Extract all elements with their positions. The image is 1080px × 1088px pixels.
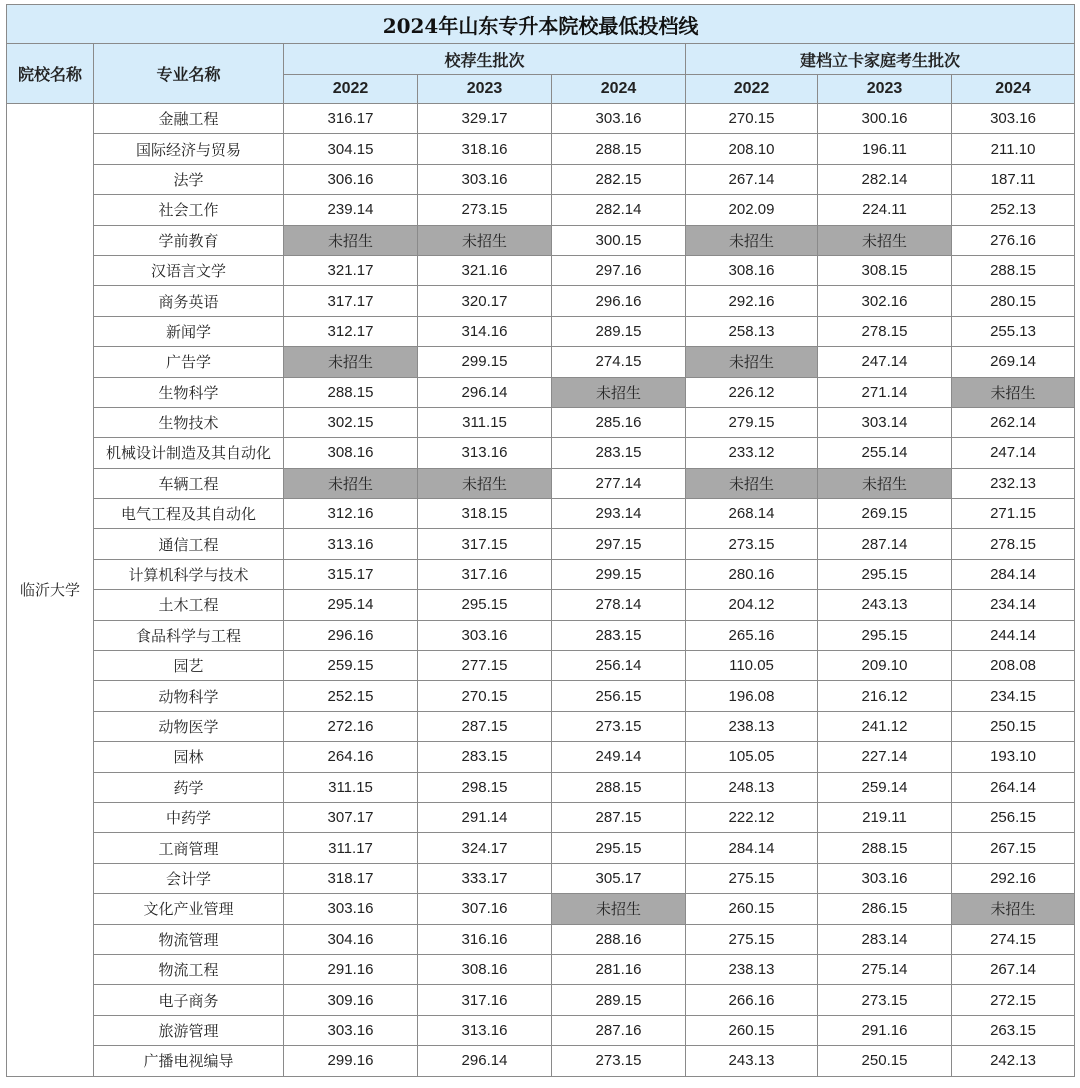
score-cell: 283.15 — [418, 742, 552, 772]
score-cell: 297.15 — [552, 529, 686, 559]
table-row — [7, 711, 1075, 741]
score-cell: 287.15 — [418, 711, 552, 741]
score-cell: 244.14 — [952, 620, 1075, 650]
score-cell: 317.16 — [418, 559, 552, 589]
score-cell: 277.14 — [552, 468, 686, 498]
score-cell: 309.16 — [284, 985, 418, 1015]
score-cell: 296.14 — [418, 1046, 552, 1076]
score-cell: 288.15 — [818, 833, 952, 863]
table-body — [7, 104, 1075, 1077]
major-name-cell: 药学 — [94, 772, 284, 802]
major-name-cell: 机械设计制造及其自动化 — [94, 438, 284, 468]
score-cell: 275.15 — [686, 924, 818, 954]
major-name-cell: 食品科学与工程 — [94, 620, 284, 650]
header-year: 2024 — [952, 75, 1075, 104]
score-cell: 249.14 — [552, 742, 686, 772]
score-cell: 272.15 — [952, 985, 1075, 1015]
score-cell: 308.16 — [686, 255, 818, 285]
score-cell: 252.13 — [952, 195, 1075, 225]
header-year: 2022 — [284, 75, 418, 104]
header-year: 2024 — [552, 75, 686, 104]
score-cell: 283.15 — [552, 438, 686, 468]
not-enrolled-cell: 未招生 — [952, 377, 1075, 407]
major-name-cell: 商务英语 — [94, 286, 284, 316]
major-name-cell: 社会工作 — [94, 195, 284, 225]
score-cell: 211.10 — [952, 134, 1075, 164]
score-cell: 317.15 — [418, 529, 552, 559]
score-cell: 302.16 — [818, 286, 952, 316]
score-cell: 284.14 — [686, 833, 818, 863]
score-cell: 255.14 — [818, 438, 952, 468]
table-row — [7, 924, 1075, 954]
major-name-cell: 广播电视编导 — [94, 1046, 284, 1076]
score-cell: 317.17 — [284, 286, 418, 316]
score-cell: 303.16 — [552, 104, 686, 134]
major-name-cell: 物流管理 — [94, 924, 284, 954]
score-cell: 288.16 — [552, 924, 686, 954]
score-cell: 293.14 — [552, 499, 686, 529]
major-name-cell: 国际经济与贸易 — [94, 134, 284, 164]
score-cell: 321.17 — [284, 255, 418, 285]
major-name-cell: 计算机科学与技术 — [94, 559, 284, 589]
score-cell: 271.14 — [818, 377, 952, 407]
not-enrolled-cell: 未招生 — [686, 225, 818, 255]
major-name-cell: 物流工程 — [94, 954, 284, 984]
score-cell: 324.17 — [418, 833, 552, 863]
score-cell: 314.16 — [418, 316, 552, 346]
major-name-cell: 电气工程及其自动化 — [94, 499, 284, 529]
score-cell: 282.14 — [552, 195, 686, 225]
score-cell: 227.14 — [818, 742, 952, 772]
score-cell: 256.15 — [552, 681, 686, 711]
score-cell: 193.10 — [952, 742, 1075, 772]
score-cell: 320.17 — [418, 286, 552, 316]
major-name-cell: 土木工程 — [94, 590, 284, 620]
score-cell: 264.14 — [952, 772, 1075, 802]
score-cell: 274.15 — [552, 347, 686, 377]
score-cell: 305.17 — [552, 863, 686, 893]
score-cell: 196.11 — [818, 134, 952, 164]
score-cell: 258.13 — [686, 316, 818, 346]
table-row — [7, 377, 1075, 407]
score-cell: 311.17 — [284, 833, 418, 863]
header-year: 2023 — [418, 75, 552, 104]
score-cell: 296.14 — [418, 377, 552, 407]
score-cell: 299.15 — [552, 559, 686, 589]
score-cell: 286.15 — [818, 894, 952, 924]
score-cell: 287.14 — [818, 529, 952, 559]
score-cell: 303.16 — [284, 1015, 418, 1045]
major-name-cell: 园林 — [94, 742, 284, 772]
score-cell: 295.15 — [818, 620, 952, 650]
score-cell: 311.15 — [418, 407, 552, 437]
score-cell: 318.15 — [418, 499, 552, 529]
not-enrolled-cell: 未招生 — [284, 225, 418, 255]
table-row — [7, 468, 1075, 498]
score-cell: 267.15 — [952, 833, 1075, 863]
score-cell: 306.16 — [284, 164, 418, 194]
score-cell: 303.16 — [418, 620, 552, 650]
score-cell: 209.10 — [818, 651, 952, 681]
not-enrolled-cell: 未招生 — [552, 377, 686, 407]
score-cell: 265.16 — [686, 620, 818, 650]
score-cell: 241.12 — [818, 711, 952, 741]
score-cell: 250.15 — [952, 711, 1075, 741]
score-cell: 312.17 — [284, 316, 418, 346]
score-cell: 287.16 — [552, 1015, 686, 1045]
score-cell: 303.16 — [284, 894, 418, 924]
table-row — [7, 134, 1075, 164]
score-cell: 317.16 — [418, 985, 552, 1015]
score-cell: 321.16 — [418, 255, 552, 285]
not-enrolled-cell: 未招生 — [686, 468, 818, 498]
score-cell: 273.15 — [418, 195, 552, 225]
major-name-cell: 会计学 — [94, 863, 284, 893]
header-year: 2022 — [686, 75, 818, 104]
score-cell: 273.15 — [552, 1046, 686, 1076]
score-cell: 243.13 — [818, 590, 952, 620]
table-row — [7, 863, 1075, 893]
table-row — [7, 529, 1075, 559]
table-row — [7, 590, 1075, 620]
score-cell: 260.15 — [686, 894, 818, 924]
score-cell: 295.15 — [418, 590, 552, 620]
score-cell: 224.11 — [818, 195, 952, 225]
table-row — [7, 985, 1075, 1015]
score-cell: 280.16 — [686, 559, 818, 589]
score-cell: 204.12 — [686, 590, 818, 620]
score-cell: 291.14 — [418, 802, 552, 832]
major-name-cell: 学前教育 — [94, 225, 284, 255]
score-cell: 105.05 — [686, 742, 818, 772]
major-name-cell: 工商管理 — [94, 833, 284, 863]
score-cell: 288.15 — [552, 772, 686, 802]
table-row — [7, 1046, 1075, 1076]
table-row — [7, 954, 1075, 984]
score-cell: 187.11 — [952, 164, 1075, 194]
score-cell: 288.15 — [952, 255, 1075, 285]
table-row — [7, 286, 1075, 316]
table-row — [7, 104, 1075, 134]
score-cell: 208.08 — [952, 651, 1075, 681]
score-cell: 270.15 — [418, 681, 552, 711]
score-cell: 274.15 — [952, 924, 1075, 954]
score-cell: 300.15 — [552, 225, 686, 255]
not-enrolled-cell: 未招生 — [418, 225, 552, 255]
score-cell: 303.16 — [818, 863, 952, 893]
not-enrolled-cell: 未招生 — [418, 468, 552, 498]
score-cell: 295.14 — [284, 590, 418, 620]
table-row — [7, 255, 1075, 285]
score-cell: 278.14 — [552, 590, 686, 620]
not-enrolled-cell: 未招生 — [686, 347, 818, 377]
score-cell: 311.15 — [284, 772, 418, 802]
score-cell: 256.14 — [552, 651, 686, 681]
major-name-cell: 汉语言文学 — [94, 255, 284, 285]
major-name-cell: 广告学 — [94, 347, 284, 377]
score-cell: 262.14 — [952, 407, 1075, 437]
score-cell: 277.15 — [418, 651, 552, 681]
score-cell: 303.16 — [952, 104, 1075, 134]
score-cell: 291.16 — [284, 954, 418, 984]
score-cell: 263.15 — [952, 1015, 1075, 1045]
score-cell: 302.15 — [284, 407, 418, 437]
score-cell: 272.16 — [284, 711, 418, 741]
not-enrolled-cell: 未招生 — [952, 894, 1075, 924]
table-row — [7, 620, 1075, 650]
score-cell: 307.16 — [418, 894, 552, 924]
major-name-cell: 电子商务 — [94, 985, 284, 1015]
score-cell: 329.17 — [418, 104, 552, 134]
score-cell: 219.11 — [818, 802, 952, 832]
table-row — [7, 316, 1075, 346]
major-name-cell: 金融工程 — [94, 104, 284, 134]
score-cell: 271.15 — [952, 499, 1075, 529]
score-cell: 216.12 — [818, 681, 952, 711]
major-name-cell: 生物技术 — [94, 407, 284, 437]
score-cell: 316.17 — [284, 104, 418, 134]
score-cell: 268.14 — [686, 499, 818, 529]
not-enrolled-cell: 未招生 — [818, 225, 952, 255]
table-row — [7, 164, 1075, 194]
score-cell: 296.16 — [552, 286, 686, 316]
table-row — [7, 742, 1075, 772]
table-row — [7, 802, 1075, 832]
table-row — [7, 1015, 1075, 1045]
score-cell: 282.14 — [818, 164, 952, 194]
table-row — [7, 407, 1075, 437]
score-cell: 292.16 — [686, 286, 818, 316]
score-cell: 295.15 — [552, 833, 686, 863]
score-cell: 288.15 — [284, 377, 418, 407]
score-cell: 238.13 — [686, 711, 818, 741]
score-cell: 283.14 — [818, 924, 952, 954]
score-cell: 269.15 — [818, 499, 952, 529]
major-name-cell: 园艺 — [94, 651, 284, 681]
score-cell: 278.15 — [952, 529, 1075, 559]
score-cell: 273.15 — [552, 711, 686, 741]
score-cell: 307.17 — [284, 802, 418, 832]
score-cell: 232.13 — [952, 468, 1075, 498]
score-cell: 304.16 — [284, 924, 418, 954]
score-cell: 303.16 — [418, 164, 552, 194]
score-cell: 267.14 — [952, 954, 1075, 984]
table-row — [7, 651, 1075, 681]
score-cell: 256.15 — [952, 802, 1075, 832]
score-cell: 280.15 — [952, 286, 1075, 316]
score-cell: 299.15 — [418, 347, 552, 377]
major-name-cell: 中药学 — [94, 802, 284, 832]
major-name-cell: 法学 — [94, 164, 284, 194]
score-cell: 282.15 — [552, 164, 686, 194]
score-cell: 110.05 — [686, 651, 818, 681]
score-cell: 233.12 — [686, 438, 818, 468]
score-cell: 308.15 — [818, 255, 952, 285]
score-cell: 289.15 — [552, 985, 686, 1015]
score-cell: 238.13 — [686, 954, 818, 984]
score-cell: 196.08 — [686, 681, 818, 711]
score-cell: 273.15 — [686, 529, 818, 559]
score-cell: 300.16 — [818, 104, 952, 134]
table-row — [7, 894, 1075, 924]
not-enrolled-cell: 未招生 — [284, 347, 418, 377]
table-row — [7, 681, 1075, 711]
score-cell: 208.10 — [686, 134, 818, 164]
table-row — [7, 833, 1075, 863]
score-cell: 242.13 — [952, 1046, 1075, 1076]
score-cell: 259.14 — [818, 772, 952, 802]
score-cell: 318.16 — [418, 134, 552, 164]
header-school: 院校名称 — [7, 44, 94, 104]
school-name-cell: 临沂大学 — [7, 104, 94, 1077]
score-cell: 250.15 — [818, 1046, 952, 1076]
major-name-cell: 动物科学 — [94, 681, 284, 711]
table-row — [7, 499, 1075, 529]
score-table-container — [6, 4, 1074, 1077]
major-name-cell: 新闻学 — [94, 316, 284, 346]
score-cell: 269.14 — [952, 347, 1075, 377]
score-cell: 279.15 — [686, 407, 818, 437]
score-cell: 287.15 — [552, 802, 686, 832]
score-cell: 266.16 — [686, 985, 818, 1015]
score-cell: 304.15 — [284, 134, 418, 164]
major-name-cell: 动物医学 — [94, 711, 284, 741]
score-cell: 288.15 — [552, 134, 686, 164]
score-cell: 298.15 — [418, 772, 552, 802]
score-cell: 239.14 — [284, 195, 418, 225]
header-group-recommended: 校荐生批次 — [284, 44, 686, 75]
score-cell: 292.16 — [952, 863, 1075, 893]
score-cell: 316.16 — [418, 924, 552, 954]
score-cell: 202.09 — [686, 195, 818, 225]
table-row — [7, 772, 1075, 802]
score-cell: 243.13 — [686, 1046, 818, 1076]
score-cell: 312.16 — [284, 499, 418, 529]
major-name-cell: 生物科学 — [94, 377, 284, 407]
score-cell: 315.17 — [284, 559, 418, 589]
table-row — [7, 195, 1075, 225]
major-name-cell: 旅游管理 — [94, 1015, 284, 1045]
score-cell: 252.15 — [284, 681, 418, 711]
score-cell: 278.15 — [818, 316, 952, 346]
score-cell: 283.15 — [552, 620, 686, 650]
score-cell: 259.15 — [284, 651, 418, 681]
score-cell: 284.14 — [952, 559, 1075, 589]
score-cell: 255.13 — [952, 316, 1075, 346]
score-cell: 308.16 — [418, 954, 552, 984]
score-cell: 267.14 — [686, 164, 818, 194]
score-cell: 275.14 — [818, 954, 952, 984]
score-cell: 270.15 — [686, 104, 818, 134]
score-cell: 281.16 — [552, 954, 686, 984]
major-name-cell: 车辆工程 — [94, 468, 284, 498]
header-group-poverty: 建档立卡家庭考生批次 — [686, 44, 1075, 75]
score-cell: 222.12 — [686, 802, 818, 832]
table-title: 2024年山东专升本院校最低投档线 — [7, 5, 1075, 44]
score-cell: 247.14 — [818, 347, 952, 377]
score-cell: 299.16 — [284, 1046, 418, 1076]
table-row — [7, 559, 1075, 589]
admission-score-table — [6, 4, 1075, 1077]
score-cell: 247.14 — [952, 438, 1075, 468]
score-cell: 308.16 — [284, 438, 418, 468]
score-cell: 297.16 — [552, 255, 686, 285]
not-enrolled-cell: 未招生 — [552, 894, 686, 924]
not-enrolled-cell: 未招生 — [818, 468, 952, 498]
score-cell: 264.16 — [284, 742, 418, 772]
score-cell: 303.14 — [818, 407, 952, 437]
header-year: 2023 — [818, 75, 952, 104]
score-cell: 313.16 — [284, 529, 418, 559]
not-enrolled-cell: 未招生 — [284, 468, 418, 498]
score-cell: 291.16 — [818, 1015, 952, 1045]
major-name-cell: 文化产业管理 — [94, 894, 284, 924]
score-cell: 248.13 — [686, 772, 818, 802]
score-cell: 234.15 — [952, 681, 1075, 711]
score-cell: 276.16 — [952, 225, 1075, 255]
major-name-cell: 通信工程 — [94, 529, 284, 559]
score-cell: 226.12 — [686, 377, 818, 407]
score-cell: 296.16 — [284, 620, 418, 650]
score-cell: 260.15 — [686, 1015, 818, 1045]
score-cell: 295.15 — [818, 559, 952, 589]
table-row — [7, 225, 1075, 255]
score-cell: 289.15 — [552, 316, 686, 346]
score-cell: 273.15 — [818, 985, 952, 1015]
score-cell: 313.16 — [418, 1015, 552, 1045]
table-row — [7, 347, 1075, 377]
score-cell: 333.17 — [418, 863, 552, 893]
score-cell: 313.16 — [418, 438, 552, 468]
score-cell: 275.15 — [686, 863, 818, 893]
score-cell: 285.16 — [552, 407, 686, 437]
score-cell: 234.14 — [952, 590, 1075, 620]
header-major: 专业名称 — [94, 44, 284, 104]
table-row — [7, 438, 1075, 468]
score-cell: 318.17 — [284, 863, 418, 893]
